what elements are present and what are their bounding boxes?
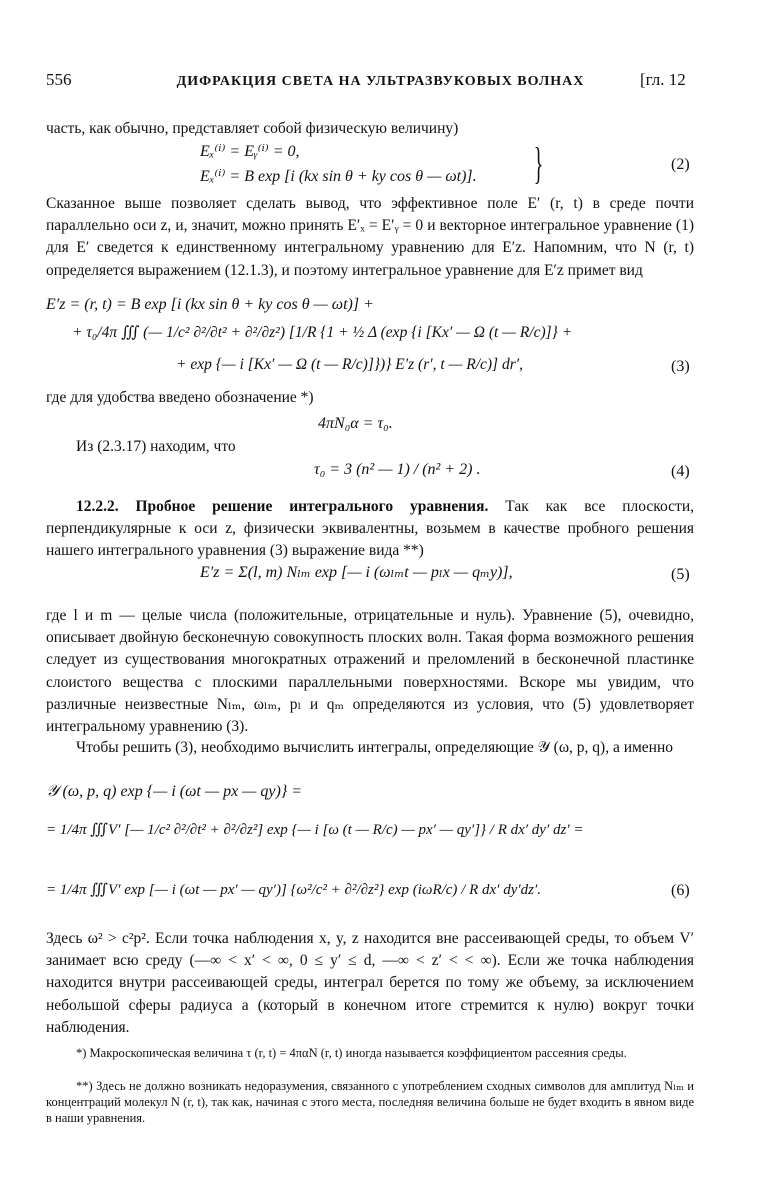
paragraph-integers: где l и m — целые числа (положительные, отрицательные и нуль). Уравнение (5), очевидно, описывает двойную бесконечную совокупность плоских волн. Такая форма возможного решения следует из существования многократных отражений и преломлений в бесконечной пластинке слоистого вещества с плоскими параллельными поверхностями. Вскоре мы увидим, что различные неизвестные Nₗₘ, ωₗₘ, pₗ и qₘ определяются из условия, что (5) удовлетворяет интегральному уравнению (3). bbox=[46, 607, 694, 736]
section-heading: 12.2.2. Пробное решение интегрального уравнения. bbox=[76, 498, 489, 515]
eq3-line1: E′z = (r, t) = B exp [i (kx sin θ + ky cos θ — ωt)] + bbox=[46, 296, 374, 313]
eq2-number: (2) bbox=[671, 156, 690, 173]
eq4-number: (4) bbox=[671, 463, 690, 480]
footnote-1: *) Макроскопическая величина τ (r, t) = 4παN (r, t) иногда называется коэффициентом рассеяния среды. bbox=[76, 1046, 627, 1060]
eq6-line2: = 1/4π ∭V′ [— 1/c² ∂²/∂t² + ∂²/∂z²] exp {— i [ω (t — R/c) — px′ — qy′]} / R dx′ dy′ dz′ = bbox=[46, 822, 584, 838]
eq5-number: (5) bbox=[671, 566, 690, 583]
eq3-line3: + exp {— i [Kx′ — Ω (t — R/c)]})} E′z (r′, t — R/c)] dr′, bbox=[176, 356, 524, 373]
eq6-line1: 𝒴 (ω, p, q) exp {— i (ωt — px — qy)} = bbox=[46, 783, 303, 800]
from-eq-line: Из (2.3.17) находим, что bbox=[76, 438, 236, 455]
eq2-brace: } bbox=[533, 139, 544, 188]
eq3-line2: + τ₀/4π ∭ (— 1/c² ∂²/∂t² + ∂²/∂z²) [1/R {1 + ½ Δ (exp {i [Kx′ — Ω (t — R/c)]} + bbox=[72, 324, 573, 341]
footnote-2: **) Здесь не должно возникать недоразумения, связанного с употреблением сходных символов для амплитуд Nₗₘ и концентраций молекул N (r, t), так как, начиная с этого места, последняя величина больше не будет входить в явном виде в наши уравнения. bbox=[46, 1079, 694, 1125]
eq2-line1: Eₓ⁽ⁱ⁾ = Eᵧ⁽ⁱ⁾ = 0, bbox=[200, 143, 300, 160]
intro-line: часть, как обычно, представляет собой физическую величину) bbox=[46, 120, 459, 137]
section-12-2-2 bbox=[46, 496, 694, 563]
eq6-line3: = 1/4π ∭V′ exp [— i (ωt — px′ — qy′)] {ω²/c² + ∂²/∂z²} exp (iωR/c) / R dx′ dy′dz′. bbox=[46, 882, 542, 898]
running-title: ДИФРАКЦИЯ СВЕТА НА УЛЬТРАЗВУКОВЫХ ВОЛНАХ bbox=[176, 74, 585, 89]
paragraph-observation-point: Здесь ω² > c²p². Если точка наблюдения x, y, z находится вне рассеивающей среды, то объем V′ занимает всю среду (—∞ < x′ < ∞, 0 ≤ y′ ≤ d, —∞ < z′ < < ∞). Если же точка наблюдения находится внутри рассеивающей среды, интеграл берется по тому же объему, за исключением небольшой сферы радиуса a (который в конечном итоге стремится к нулю) вокруг точки наблюдения. bbox=[46, 930, 694, 1036]
page-number: 556 bbox=[46, 70, 72, 89]
eq2-line2: Eₓ⁽ⁱ⁾ = B exp [i (kx sin θ + ky cos θ — ωt)]. bbox=[200, 168, 477, 185]
eq4: τ₀ = 3 (n² — 1) / (n² + 2) . bbox=[314, 461, 481, 478]
eq3-number: (3) bbox=[671, 358, 690, 375]
notation-line: где для удобства введено обозначение *) bbox=[46, 389, 314, 406]
eq5: E′z = Σ(l, m) Nₗₘ exp [— i (ωₗₘt — pₗx — qₘy)], bbox=[200, 564, 513, 581]
section-text: Так как все плоскости, перпендикулярные к оси z, физически эквивалентны, возьмем в качестве пробного решения нашего интегрального уравнения (3) выражение вида **) bbox=[46, 498, 694, 560]
eq6-number: (6) bbox=[671, 882, 690, 899]
eq-tau: 4πN₀α = τ₀. bbox=[318, 415, 393, 432]
paragraph-effective-field: Сказанное выше позволяет сделать вывод, что эффективное поле E′ (r, t) в среде почти параллельно оси z, и, значит, можно принять E′ₓ = E′ᵧ = 0 и векторное интегральное уравнение (1) для E′ сведется к единственному интегральному уравнению для E′z. Напомним, что N (r, t) определяется выражением (12.1.3), и поэтому интегральное уравнение для E′z примет вид bbox=[46, 195, 694, 279]
chapter-label: [гл. 12 bbox=[640, 70, 686, 89]
paragraph-integrals: Чтобы решить (3), необходимо вычислить интегралы, определяющие 𝒴 (ω, p, q), а именно bbox=[76, 739, 674, 756]
